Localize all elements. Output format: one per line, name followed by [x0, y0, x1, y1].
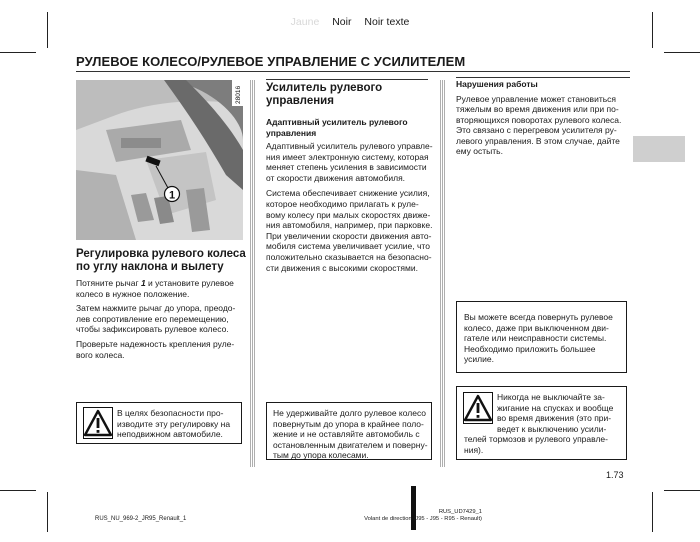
- section-tab: [633, 136, 685, 162]
- power-steering-heading: Усилитель рулевого управления: [266, 82, 383, 107]
- steering-effort-note-box: [456, 301, 627, 373]
- crop-mark: [664, 490, 700, 491]
- malfunction-para: Рулевое управление может становиться тяжелым во время движения или при по- вторяющихся поворотах рулевого колеса. Это связано с перегревом усилителя ру- левого управления. В этом случае, дайте ему остыть.: [456, 93, 622, 157]
- column-separator: [440, 80, 446, 467]
- ignition-warning-text-bottom: телей тормозов и рулевого управле- ния).: [464, 434, 608, 455]
- column-1: [76, 248, 246, 360]
- color-separation-labels: [0, 16, 700, 28]
- steering-adjust-para-1: Потяните рычаг 1 и установите рулевое колесо в нужное положение.: [76, 278, 234, 299]
- center-registration-bar: [411, 486, 416, 530]
- crop-mark: [47, 492, 48, 532]
- crop-mark: [0, 490, 36, 491]
- ignition-warning-text-top: Никогда не выключайте за- жигание на спусках и вообще во время движения (это при- ведет к выключению усили-: [497, 392, 614, 434]
- column-3-rule: [456, 77, 630, 78]
- warning-triangle-icon: [83, 407, 113, 439]
- ignition-warning-box: [456, 386, 627, 460]
- label-jaune: Jaune: [290, 16, 320, 28]
- adaptive-steering-para-1: Адаптивный усилитель рулевого управле- ния имеет электронную систему, которая меняет степень усиления в зависимости от скорости движения автомобиля.: [266, 141, 433, 183]
- adaptive-steering-subheading: Адаптивный усилитель рулевого управления: [266, 117, 408, 138]
- photo-code: 28016: [235, 85, 242, 104]
- steering-lock-note-box: [266, 402, 432, 460]
- steering-effort-note-text: Вы можете всегда повернуть рулевое колесо, даже при выключенном дви- гателе или неисправности системы. Необходимо приложить большее усилие.: [464, 312, 613, 365]
- crop-mark: [0, 52, 36, 53]
- safety-warning-box: [76, 402, 242, 444]
- steering-lock-note-text: Не удерживайте долго рулевое колесо повернутым до упора в крайнее поло- жение и не оставляйте автомобиль с остановленным двигателем и поверну- тым до упора колесами.: [273, 408, 428, 461]
- title-rule: [76, 71, 630, 72]
- column-separator: [250, 80, 256, 467]
- footer-file-code-right: RUS_UD7429_1 Volant de direction (J95 - J95 - R95 - Renault): [364, 509, 482, 522]
- photo-callout-number: 1: [168, 189, 176, 202]
- safety-warning-text: В целях безопасности про- изводите эту регулировку на неподвижном автомобиле.: [117, 408, 231, 440]
- crop-mark: [652, 492, 653, 532]
- car-interior-illustration: [76, 80, 243, 240]
- label-noir-texte: Noir texte: [364, 16, 410, 28]
- footer-file-code-left: RUS_NU_969-2_JR95_Renault_1: [95, 516, 187, 522]
- adaptive-steering-para-2: Система обеспечивает снижение усилия, которое необходимо прилагать к руле- вому колесу при малых скоростях движе- ния автомобиля, например, при парковке. При увеличении скорости движения авто- мобиля система увеличивает усилие, что положительно сказывается на безопасно- сти движения с высокими скоростями.: [266, 188, 433, 273]
- steering-adjust-para-2: Затем нажмите рычаг до упора, преодо- лев сопротивление его перемещению, чтобы зафиксировать рулевое колесо.: [76, 303, 236, 335]
- steering-adjust-para-3: Проверьте надежность крепления руле- вого колеса.: [76, 338, 235, 360]
- steering-photo: [76, 80, 243, 240]
- column-2-rule: [266, 79, 428, 80]
- malfunction-heading: Нарушения работы: [456, 79, 538, 89]
- steering-adjust-heading: Регулировка рулевого колеса по углу наклона и вылету: [76, 248, 246, 273]
- warning-triangle-icon: [463, 392, 493, 424]
- page-title: РУЛЕВОЕ КОЛЕСО/РУЛЕВОЕ УПРАВЛЕНИЕ С УСИЛИТЕЛЕМ: [76, 54, 466, 69]
- crop-mark: [664, 52, 700, 53]
- page-number: 1.73: [606, 470, 624, 480]
- column-2: [266, 82, 436, 273]
- column-3: [456, 79, 630, 157]
- label-noir: Noir: [332, 16, 352, 28]
